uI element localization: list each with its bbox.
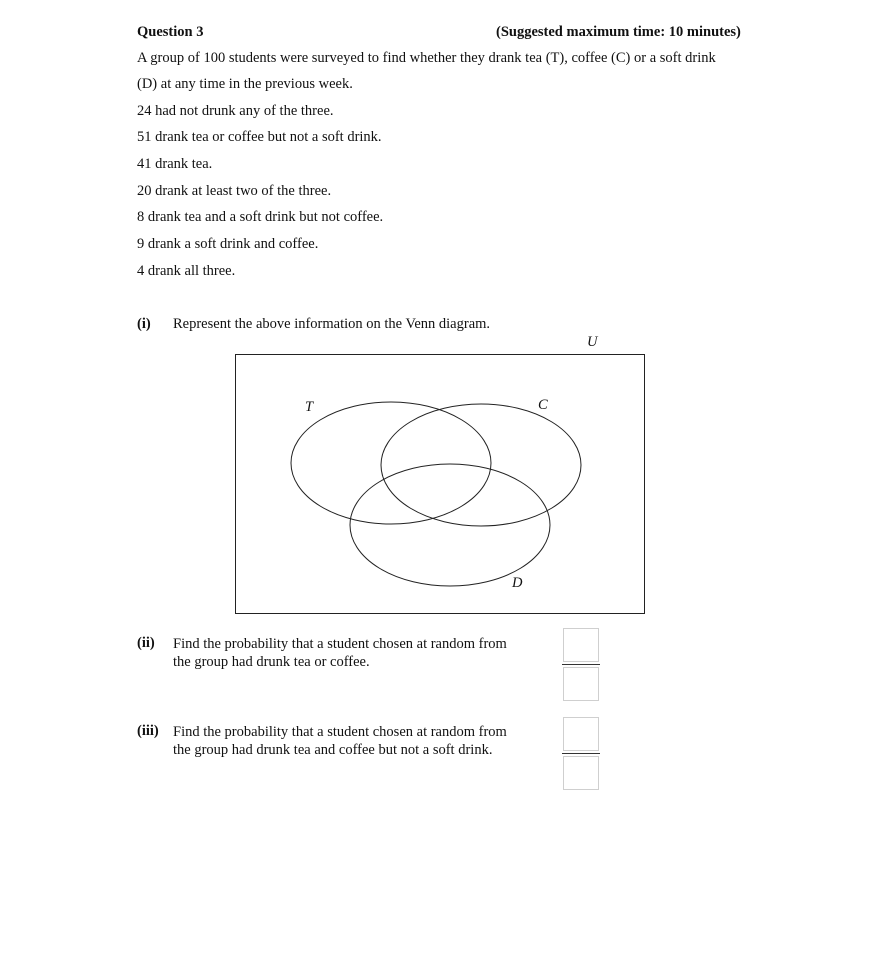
part-iii-line-2: the group had drunk tea and coffee but not a soft drink. — [173, 742, 493, 758]
fact-item: 8 drank tea and a soft drink but not coffee. — [137, 209, 384, 225]
part-iii-denominator-box[interactable] — [563, 756, 599, 790]
question-title: Question 3 — [137, 24, 204, 40]
part-i-label: (i) — [137, 316, 151, 332]
time-note: (Suggested maximum time: 10 minutes) — [496, 24, 741, 40]
set-t-ellipse[interactable] — [291, 402, 491, 524]
set-d-ellipse[interactable] — [350, 464, 550, 586]
set-d-label: D — [512, 575, 523, 591]
part-ii-line-1: Find the probability that a student chosen at random from — [173, 636, 507, 652]
part-i-text: Represent the above information on the Venn diagram. — [173, 316, 491, 332]
part-iii-numerator-box[interactable] — [563, 717, 599, 751]
part-ii-line-2: the group had drunk tea or coffee. — [173, 654, 370, 670]
venn-diagram[interactable] — [235, 354, 645, 614]
set-c-ellipse[interactable] — [381, 404, 581, 526]
set-t-label: T — [305, 399, 314, 415]
fact-item: 4 drank all three. — [137, 263, 236, 279]
part-ii-fraction-bar — [562, 664, 600, 665]
fact-item: 24 had not drunk any of the three. — [137, 103, 334, 119]
fact-item: 20 drank at least two of the three. — [137, 183, 332, 199]
part-ii-denominator-box[interactable] — [563, 667, 599, 701]
universal-set-label: U — [587, 334, 598, 350]
part-iii-line-1: Find the probability that a student chosen at random from — [173, 724, 507, 740]
intro-line-2: (D) at any time in the previous week. — [137, 76, 353, 92]
fact-item: 9 drank a soft drink and coffee. — [137, 236, 319, 252]
part-ii-label: (ii) — [137, 635, 155, 651]
part-ii-numerator-box[interactable] — [563, 628, 599, 662]
fact-item: 41 drank tea. — [137, 156, 213, 172]
intro-line-1: A group of 100 students were surveyed to find whether they drank tea (T), coffee (C) or a soft drink — [137, 50, 716, 66]
part-iii-label: (iii) — [137, 723, 159, 739]
part-iii-fraction-bar — [562, 753, 600, 754]
set-c-label: C — [538, 397, 548, 413]
fact-item: 51 drank tea or coffee but not a soft drink. — [137, 129, 382, 145]
venn-circles — [236, 355, 646, 615]
